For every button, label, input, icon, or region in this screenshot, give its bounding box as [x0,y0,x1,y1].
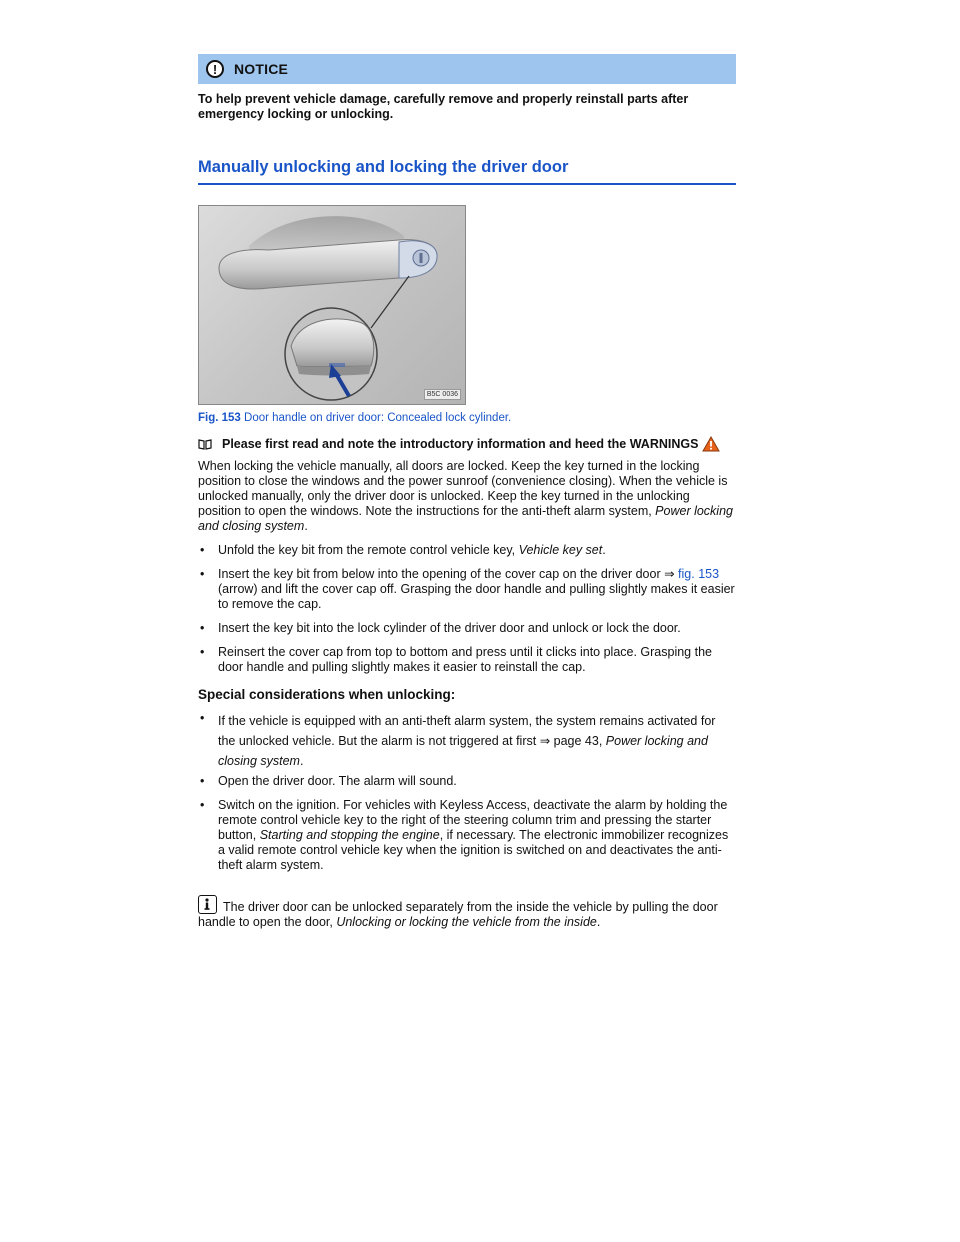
info-icon [198,895,217,914]
step-1-end: . [602,543,606,557]
step-2-pre: Insert the key bit from below into the opening of the cover cap on the driver door ⇒ [218,567,679,581]
step-1-body: Unfold the key bit from the remote control vehicle key, [218,543,519,557]
step-2-post: (arrow) and lift the cover cap off. Grasping the door handle and pulling slightly makes it easier to remove the cap. [218,582,735,611]
read-note-text: Please first read and note the introductory information and heed the WARNINGS [222,437,699,451]
step-1-text [218,543,736,558]
intro-paragraph [198,459,736,534]
door-handle-illustration [199,206,466,405]
special-3-text [218,798,736,873]
intro-text: When locking the vehicle manually, all doors are locked. Keep the key turned in the locking position to close the windows and the power sunroof (convenience closing). When the vehicle is unlocked manually, only the driver door is unlocked. Keep the key turned in the unlocking position to open the windows. Note the instructions for the anti-theft alarm system, [198,459,728,518]
list-item [198,621,736,636]
bullet-marker: • [200,645,205,659]
special-1-body: If the vehicle is equipped with an anti-theft alarm system, the system remains activated for the unlocked vehicle. But the alarm is not triggered at first ⇒ page 43, [218,714,716,748]
special-heading: Special considerations when unlocking: [198,687,456,702]
figure-code: B5C 0036 [424,389,461,400]
list-item [198,543,736,558]
info-note-end: . [596,915,601,929]
figure-caption-label: Fig. 153 [198,412,241,424]
special-1-text [218,711,736,771]
warning-triangle-icon [702,436,720,452]
list-item [198,711,736,771]
info-note [198,895,736,930]
notice-text: To help prevent vehicle damage, carefully remove and properly reinstall parts after emergency locking or unlocking. [198,92,689,121]
bullet-marker: • [200,774,205,788]
manual-page [198,54,736,930]
step-1-ref[interactable]: Vehicle key set [518,543,603,557]
door-handle-figure [198,205,466,405]
list-item [198,645,736,675]
notice-title: NOTICE [234,61,289,77]
figure-caption-text: Door handle on driver door: Concealed lock cylinder. [240,412,512,424]
read-note [198,436,736,452]
intro-end: . [304,519,308,533]
step-3-text: Insert the key bit into the lock cylinder of the driver door and unlock or lock the door. [218,621,681,635]
special-2-text: Open the driver door. The alarm will sound. [218,774,457,788]
intro-ref[interactable]: Power locking and closing system [198,504,733,533]
info-note-text: The driver door can be unlocked separately from the inside the vehicle by pulling the door handle to open the door, [198,900,718,929]
figure-caption [198,412,736,424]
info-note-ref[interactable]: Unlocking or locking the vehicle from the inside [336,915,597,929]
special-3-body: Switch on the ignition. For vehicles with Keyless Access, deactivate the alarm by holding the remote control vehicle key to the right of the steering column trim and pressing the starter button, [218,798,728,842]
list-item [198,774,736,789]
notice-bar [198,54,736,84]
section-title: Manually unlocking and locking the driver door [198,158,736,185]
figure-link[interactable]: fig. 153 [678,567,720,581]
special-1-end: . [299,754,304,768]
bullet-marker: • [200,567,205,581]
special-1-ref[interactable]: Power locking and closing system [218,734,708,768]
step-4-text: Reinsert the cover cap from top to bottom and press until it clicks into place. Grasping the door handle and pulling slightly makes it easier to reinstall the cap. [218,645,712,674]
exclamation-circle-icon: ! [206,60,224,78]
bullet-marker: • [200,798,205,812]
bullet-marker: • [200,711,205,725]
bullet-marker: • [200,621,205,635]
special-3-end: , if necessary. The electronic immobilizer recognizes a valid remote control vehicle key when the ignition is switched on and deactivates the anti-theft alarm system. [218,828,729,872]
special-3-ref[interactable]: Starting and stopping the engine [259,828,440,842]
step-2-text [218,567,736,612]
list-item [198,798,736,873]
bullet-marker: • [200,543,205,557]
book-icon [198,439,212,450]
list-item [198,567,736,612]
